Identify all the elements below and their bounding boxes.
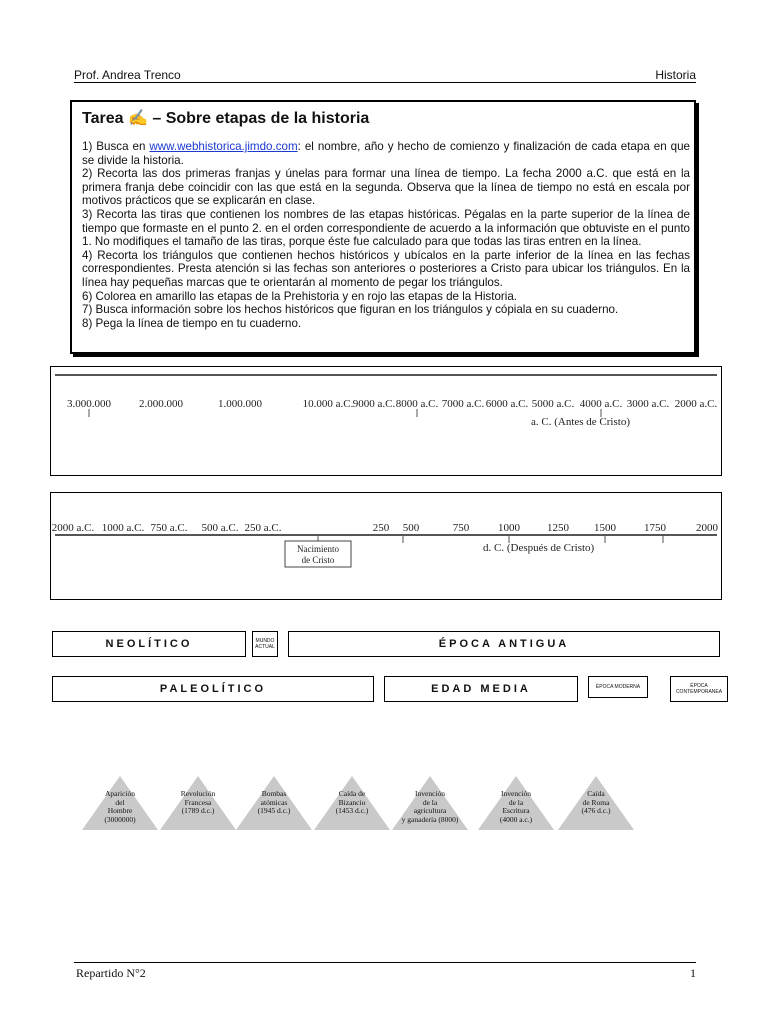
strip-mundo-actual[interactable]	[252, 631, 278, 657]
author-name: Prof. Andrea Trenco	[74, 68, 181, 82]
triangle-label-line: de Roma	[582, 797, 610, 807]
instruction-7: 7) Busca información sobre los hechos históricos que figuran en los triángulos y cópiala en su cuaderno.	[82, 303, 619, 317]
strip-epoca-contemporanea-label: ÉPOCA CONTEMPORANEA	[675, 683, 723, 695]
triangle-label-line: Invención	[415, 789, 445, 798]
task-instructions	[82, 140, 690, 330]
instruction-6: 6) Colorea en amarillo las etapas de la Prehistoria y en rojo las etapas de la Historia.	[82, 289, 517, 303]
task-box	[70, 100, 696, 354]
triangle-label-line: Revolución	[180, 789, 216, 798]
timeline-bc-svg	[51, 367, 721, 475]
timeline-bc-label: 2.000.000	[139, 398, 183, 410]
timeline-ad-label: 750	[452, 522, 470, 534]
timeline-ad-label: 1500	[594, 522, 616, 534]
triangle-label	[392, 790, 468, 824]
instruction-2: 2) Recorta las dos primeras franjas y únelas para formar una línea de tiempo. La fecha 2000 a.C. que está en la primera franja debe coincidir con las que está en la segunda. Observa que la línea de tiempo no está en escala por motivos prácticos que se explicarán en clase.	[82, 167, 690, 208]
timeline-strip-bc	[50, 366, 722, 476]
triangle-label	[160, 790, 236, 816]
triangle-label-line: (476 d.c.)	[581, 806, 611, 815]
triangle-label-line: Hombre	[107, 806, 133, 815]
birth-of-christ-label: Nacimiento de Cristo	[297, 544, 339, 565]
timeline-bc-label: 3.000.000	[67, 398, 111, 410]
triangle-label-line: de la	[508, 797, 524, 807]
repartido-label: Repartido N°2	[76, 966, 146, 980]
triangle-label	[236, 790, 312, 816]
triangle-label-line: Bombas	[261, 789, 287, 798]
timeline-ad-label: 1250	[547, 522, 569, 534]
pen-icon: ✍	[127, 110, 148, 127]
triangle-label	[478, 790, 554, 824]
strip-epoca-antigua[interactable]: ÉPOCA ANTIGUA	[288, 631, 720, 657]
instruction-1-text-b: : el nombre, año y hecho de comienzo y finalización de cada etapa en que se divide la historia.	[82, 140, 691, 167]
triangle-label-line: y ganadería (8000)	[401, 814, 459, 824]
instruction-3: 3) Recorta las tiras que contienen los nombres de las etapas históricas. Pégalas en la parte superior de la línea de tiempo que formaste en el punto 2. en el orden correspondiente de acuerdo a la información que obtuviste en el punto 1. No modifiques el tamaño de las tiras, porque éste fue calculado para que todas las tiras entren en la línea.	[82, 207, 690, 249]
triangle-label-line: de la	[422, 797, 438, 807]
strip-neolitico[interactable]: NEOLÍTICO	[52, 631, 246, 657]
timeline-ad-label: 1000 a.C.	[101, 522, 145, 534]
triangle-label-line: Aparición	[105, 789, 135, 798]
subject-name: Historia	[655, 68, 696, 82]
strip-epoca-moderna-label: ÉPOCA MODERNA	[595, 684, 641, 690]
task-title-suffix: – Sobre etapas de la historia	[152, 110, 370, 127]
strip-epoca-moderna[interactable]	[588, 676, 648, 698]
timeline-bc-label: 7000 a.C.	[441, 398, 485, 410]
instruction-1	[82, 140, 690, 167]
instruction-4: 4) Recorta los triángulos que contienen hechos históricos y ubícalos en la parte inferior de la línea en las fechas correspondientes. Presta atención si las fechas son anteriores o posteriores a Cristo para ubicar los triángulos. En la línea hay pequeñas marcas que te orientarán al momento de pegar los triángulos.	[82, 248, 690, 289]
instruction-1-text-a: 1) Busca en	[82, 140, 150, 153]
triangle-label-line: Invención	[501, 789, 531, 798]
strip-paleolitico[interactable]: PALEOLÍTICO	[52, 676, 374, 702]
timeline-bc-caption: a. C. (Antes de Cristo)	[531, 416, 630, 428]
triangle-label-line: (4000 a.c.)	[499, 814, 533, 824]
strip-mundo-actual-label: MUNDO ACTUAL	[255, 638, 275, 650]
triangle-label-line: Escritura	[502, 806, 530, 815]
strip-edad-media[interactable]: EDAD MEDIA	[384, 676, 578, 702]
triangle-label-line: (1945 d.c.)	[257, 806, 291, 815]
timeline-bc-label: 9000 a.C.	[352, 398, 396, 410]
instruction-8: 8) Pega la línea de tiempo en tu cuaderno.	[82, 316, 302, 330]
triangle-label-line: del	[115, 797, 125, 807]
timeline-bc-label: 4000 a.C.	[579, 398, 623, 410]
event-triangle[interactable]	[478, 776, 554, 830]
timeline-ad-label: 750 a.C.	[150, 522, 188, 534]
event-triangle[interactable]	[314, 776, 390, 830]
triangle-label-line: Bizancio	[338, 797, 366, 807]
timeline-ad-svg	[51, 493, 721, 599]
timeline-bc-label: 1.000.000	[218, 398, 262, 410]
triangle-label-line: (1789 d.c.)	[181, 806, 215, 815]
triangle-label-line: (1453 d.c.)	[335, 806, 369, 815]
timeline-ad-label: 2000 a.C.	[51, 522, 95, 534]
triangle-label-line: (3000000)	[104, 814, 136, 824]
triangle-label	[82, 790, 158, 824]
event-triangle[interactable]	[392, 776, 468, 830]
timeline-ad-label: 250 a.C.	[244, 522, 282, 534]
triangle-label-line: Caída de	[338, 789, 366, 798]
page-number: 1	[690, 966, 696, 980]
page-footer	[74, 962, 696, 983]
event-triangle[interactable]	[160, 776, 236, 830]
page-header	[74, 66, 696, 83]
task-title	[82, 108, 369, 128]
timeline-strip-ad	[50, 492, 722, 600]
triangle-label-line: Caída	[587, 789, 605, 798]
timeline-ad-caption: d. C. (Después de Cristo)	[483, 542, 595, 554]
timeline-bc-label: 6000 a.C.	[485, 398, 529, 410]
webhistorica-link[interactable]: www.webhistorica.jimdo.com	[149, 140, 298, 153]
timeline-bc-label: 2000 a.C.	[674, 398, 718, 410]
timeline-bc-label: 5000 a.C.	[531, 398, 575, 410]
timeline-ad-label: 500	[402, 522, 420, 534]
timeline-ad-label: 1750	[644, 522, 666, 534]
triangle-label	[558, 790, 634, 816]
timeline-ad-label: 250	[372, 522, 390, 534]
triangle-label	[314, 790, 390, 816]
timeline-ad-label: 1000	[498, 522, 520, 534]
task-title-prefix: Tarea	[82, 110, 124, 127]
timeline-bc-label: 3000 a.C.	[626, 398, 670, 410]
triangle-label-line: agricultura	[413, 806, 447, 815]
triangle-label-line: Francesa	[184, 797, 212, 807]
timeline-bc-label: 8000 a.C.	[395, 398, 439, 410]
timeline-ad-label: 2000	[696, 522, 718, 534]
strip-epoca-contemporanea[interactable]	[670, 676, 728, 702]
timeline-ad-label: 500 a.C.	[201, 522, 239, 534]
triangle-label-line: atómicas	[260, 797, 288, 807]
timeline-bc-label: 10.000 a.C.	[302, 398, 354, 410]
event-triangle[interactable]	[558, 776, 634, 830]
event-triangle[interactable]	[82, 776, 158, 830]
event-triangle[interactable]	[236, 776, 312, 830]
